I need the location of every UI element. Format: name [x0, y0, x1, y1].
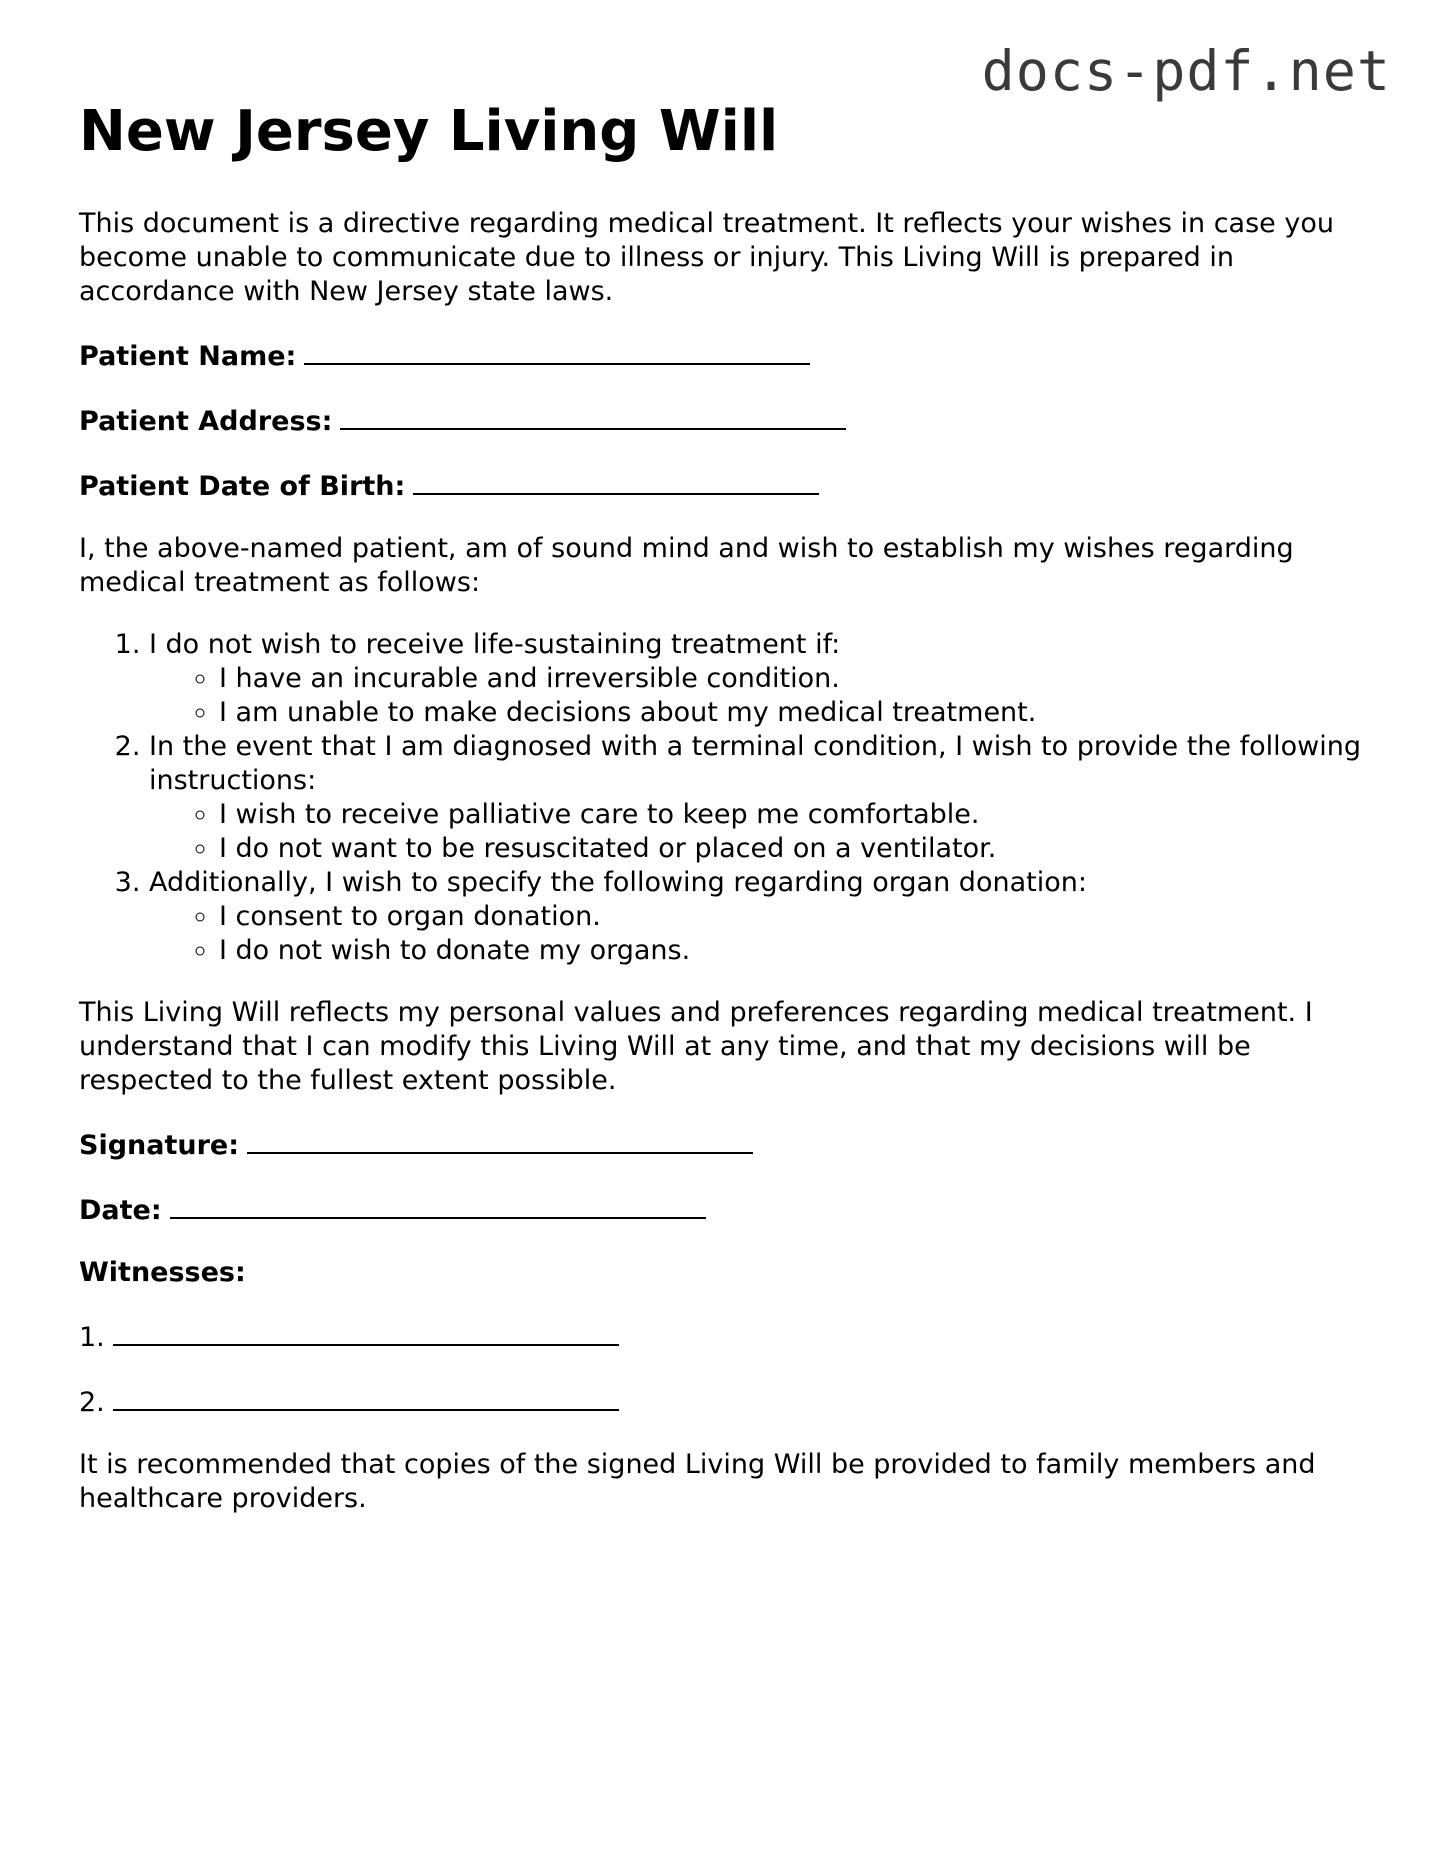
sub-list-item: ◦ I wish to receive palliative care to keep me comfortable.	[219, 798, 1369, 832]
signature-label: Signature:	[79, 1130, 240, 1162]
list-item	[149, 628, 1369, 730]
date-field	[79, 1191, 1369, 1228]
page-title: New Jersey Living Will	[79, 99, 779, 164]
document-page	[79, 98, 1369, 1544]
patient-address-label: Patient Address:	[79, 406, 333, 438]
intro-paragraph: This document is a directive regarding medical treatment. It reflects your wishes in case you become unable to communicate due to illness or injury. This Living Will is prepared in accordance with New Jersey state laws.	[79, 208, 1334, 308]
witness-2-field	[79, 1383, 1369, 1420]
list-item	[149, 866, 1369, 968]
patient-address-blank[interactable]	[340, 402, 846, 430]
list-item	[149, 730, 1369, 866]
patient-dob-blank[interactable]	[413, 467, 819, 495]
signature-blank[interactable]	[247, 1126, 753, 1154]
signature-field	[79, 1126, 1369, 1163]
wishes-list	[79, 628, 1369, 968]
sub-list	[149, 798, 1369, 866]
list-item-text: I do not wish to receive life-sustaining treatment if:	[149, 629, 841, 661]
sub-list	[149, 662, 1369, 730]
declaration-paragraph: I, the above-named patient, am of sound mind and wish to establish my wishes regarding medical treatment as follows:	[79, 533, 1294, 599]
patient-address-field	[79, 402, 1369, 439]
witness-1-field	[79, 1318, 1369, 1355]
witnesses-heading	[79, 1256, 1369, 1290]
witness-1-number: 1.	[79, 1322, 105, 1354]
sub-list-item: ◦ I consent to organ donation.	[219, 900, 1369, 934]
patient-dob-label: Patient Date of Birth:	[79, 471, 406, 503]
witness-1-blank[interactable]	[113, 1318, 619, 1346]
recommendation-paragraph: It is recommended that copies of the signed Living Will be provided to family members and healthcare providers.	[79, 1449, 1316, 1515]
sub-list-item: ◦ I do not want to be resuscitated or placed on a ventilator.	[219, 832, 1369, 866]
sub-list-item: ◦ I have an incurable and irreversible condition.	[219, 662, 1369, 696]
date-blank[interactable]	[170, 1191, 706, 1219]
watermark: docs-pdf.net	[981, 39, 1391, 103]
patient-name-blank[interactable]	[304, 337, 810, 365]
witnesses-label: Witnesses:	[79, 1257, 246, 1289]
list-item-text: Additionally, I wish to specify the following regarding organ donation:	[149, 867, 1087, 899]
witness-2-blank[interactable]	[113, 1383, 619, 1411]
sub-list	[149, 900, 1369, 968]
patient-name-label: Patient Name:	[79, 341, 297, 373]
closing-paragraph: This Living Will reflects my personal values and preferences regarding medical treatment. I understand that I can modify this Living Will at any time, and that my decisions will be respected to the fullest extent possible.	[79, 997, 1313, 1097]
list-item-text: In the event that I am diagnosed with a terminal condition, I wish to provide the following instructions:	[149, 731, 1361, 797]
sub-list-item: ◦ I am unable to make decisions about my medical treatment.	[219, 696, 1369, 730]
date-label: Date:	[79, 1195, 162, 1227]
patient-name-field	[79, 337, 1369, 374]
witness-2-number: 2.	[79, 1387, 105, 1419]
patient-dob-field	[79, 467, 1369, 504]
sub-list-item: ◦ I do not wish to donate my organs.	[219, 934, 1369, 968]
